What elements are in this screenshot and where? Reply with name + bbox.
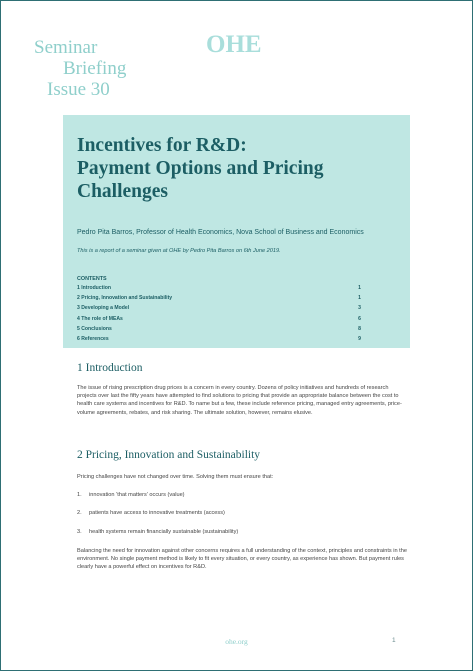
toc-item[interactable]: [77, 285, 361, 295]
toc-item-title: 3 Developing a Model: [77, 305, 130, 312]
toc-item-page: 1: [358, 285, 361, 291]
table-of-contents: [77, 285, 361, 346]
toc-item[interactable]: [77, 326, 361, 336]
toc-item[interactable]: [77, 336, 361, 346]
section-2-closing: Balancing the need for innovation against other concerns requires a full understanding of the context, principles and constraints in the environment. No single payment method is likely to fit every situation, or every country, as experience has shown. But payment rules clearly have a powerful effect on incentives for R&D.: [77, 548, 407, 571]
list-item-number: 3.: [77, 529, 82, 535]
section-1-heading: 1 Introduction: [77, 362, 143, 374]
contents-heading: CONTENTS: [77, 276, 107, 282]
toc-item-title: 2 Pricing, Innovation and Sustainability: [77, 295, 173, 302]
toc-item-title: 6 References: [77, 335, 109, 342]
hero-panel: [63, 115, 410, 348]
document-title: [77, 134, 397, 203]
series-label: [34, 37, 126, 100]
series-line-3: Issue 30: [47, 79, 110, 100]
page-number: 1: [392, 637, 396, 644]
author-line: Pedro Pita Barros, Professor of Health Economics, Nova School of Business and Economics: [77, 229, 364, 236]
title-line-2: Payment Options and Pricing: [77, 158, 324, 179]
toc-item-page: 8: [358, 325, 361, 332]
section-1-body: The issue of rising prescription drug prices is a concern in every country. Dozens of policy initiatives and hundreds of research projects over last the fifty years have attempted to find solutions to pricing that provide an appropriate balance between the cost to health care systems and incentives for R&D. To name but a few, these include reference pricing, managed entry agreements, price-volume agreements, rebates, and risk sharing. The ultimate solution, however, remains elusive.: [77, 385, 402, 416]
list-item: [77, 492, 185, 498]
list-item: [77, 510, 225, 516]
series-line-1: Seminar: [34, 37, 98, 58]
toc-item-page: 6: [358, 315, 361, 322]
list-item: [77, 529, 238, 535]
series-line-2: Briefing: [63, 58, 127, 79]
list-item-number: 1.: [77, 492, 82, 498]
list-item-number: 2.: [77, 510, 82, 516]
ohe-logo: OHE: [206, 31, 262, 58]
list-item-text: patients have access to innovative treatments (access): [89, 510, 225, 516]
report-note: This is a report of a seminar given at OHE by Pedro Pita Barros on 6th June 2019.: [77, 248, 281, 254]
toc-item-title: 1 Introduction: [77, 285, 111, 291]
section-2-heading: 2 Pricing, Innovation and Sustainability: [77, 449, 261, 461]
toc-item-page: 9: [358, 335, 361, 342]
toc-item[interactable]: [77, 305, 361, 315]
list-item-text: health systems remain financially sustainable (sustainability): [89, 529, 239, 535]
toc-item[interactable]: [77, 316, 361, 326]
footer-site-link[interactable]: ohe.org: [225, 637, 248, 646]
toc-item-title: 5 Conclusions: [77, 325, 112, 332]
section-2-intro: Pricing challenges have not changed over time. Solving them must ensure that:: [77, 474, 274, 480]
title-line-3: Challenges: [77, 181, 169, 202]
toc-item-title: 4 The role of MEAs: [77, 315, 123, 322]
title-line-1: Incentives for R&D:: [77, 135, 247, 156]
toc-item-page: 1: [358, 295, 361, 302]
toc-item[interactable]: [77, 295, 361, 305]
list-item-text: innovation ‘that matters’ occurs (value): [89, 492, 185, 498]
toc-item-page: 3: [358, 305, 361, 312]
